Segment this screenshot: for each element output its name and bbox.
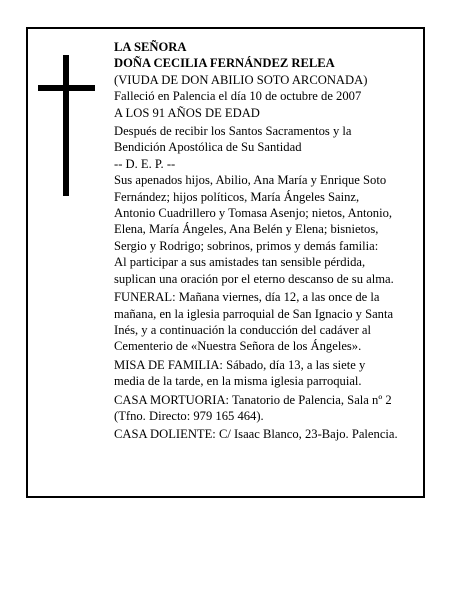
family-line: Sergio y Rodrigo; sobrinos, primos y demás familia: xyxy=(114,238,379,253)
family-line: Antonio Cuadrillero y Tomasa Asenjo; nietos, Antonio, xyxy=(114,206,393,221)
mass-line: MISA DE FAMILIA: Sábado, día 13, a las siete y xyxy=(114,357,366,372)
death-date-line: Falleció en Palencia el día 10 de octubre de 2007 xyxy=(114,89,362,104)
family-line: Sus apenados hijos, Abilio, Ana María y Enrique Soto xyxy=(114,173,387,188)
family-line: Fernández; hijos políticos, María Ángeles Sainz, xyxy=(114,189,360,204)
cross-icon-horizontal xyxy=(38,85,95,91)
funeral-line: mañana, en la iglesia parroquial de San Ignacio y Santa xyxy=(114,306,394,321)
mortuary-line: (Tfno. Directo: 979 165 464). xyxy=(114,408,264,423)
sacraments-line: Después de recibir los Santos Sacramentos y la xyxy=(114,124,352,139)
widow-line: (VIUDA DE DON ABILIO SOTO ARCONADA) xyxy=(114,72,368,87)
family-line: Al participar a sus amistades tan sensible pérdida, xyxy=(114,255,366,270)
family-line: suplican una oración por el eterno descanso de su alma. xyxy=(114,271,394,286)
sacraments-line: Bendición Apostólica de Su Santidad xyxy=(114,140,302,155)
home-line: CASA DOLIENTE: C/ Isaac Blanco, 23-Bajo. Palencia. xyxy=(114,427,398,442)
obituary-text xyxy=(114,39,424,443)
funeral-line: FUNERAL: Mañana viernes, día 12, a las once de la xyxy=(114,290,380,305)
dep-line: -- D. E. P. -- xyxy=(114,156,176,171)
header-line: LA SEÑORA xyxy=(114,40,187,54)
funeral-line: Cementerio de «Nuestra Señora de los Ángeles». xyxy=(114,339,362,354)
mortuary-line: CASA MORTUORIA: Tanatorio de Palencia, Sala nº 2 xyxy=(114,392,392,407)
funeral-line: Inés, y a continuación la conducción del cadáver al xyxy=(114,322,372,337)
deceased-name: DOÑA CECILIA FERNÁNDEZ RELEA xyxy=(114,56,335,71)
mass-line: media de la tarde, en la misma iglesia parroquial. xyxy=(114,374,362,389)
family-line: Elena, María Ángeles, Ana Belén y Elena; bisnietos, xyxy=(114,222,379,237)
age-line: A LOS 91 AÑOS DE EDAD xyxy=(114,105,260,120)
cross-icon-vertical xyxy=(63,55,69,196)
